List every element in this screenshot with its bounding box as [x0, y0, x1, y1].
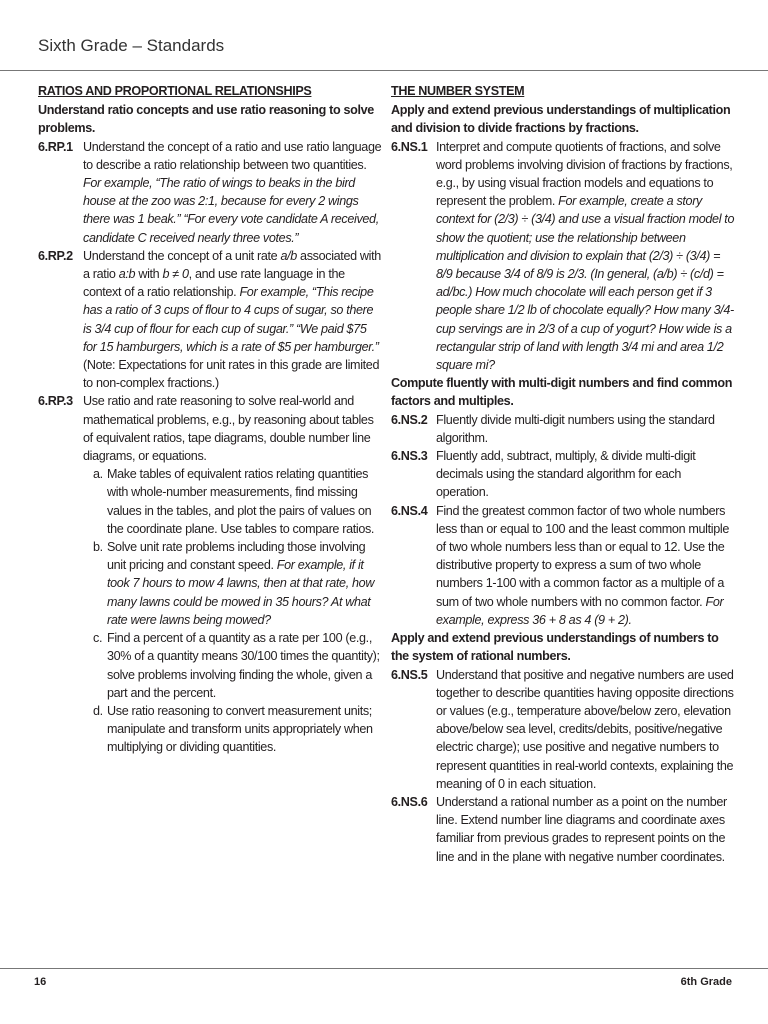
- standard-text: Understand the concept of a ratio and use ratio language to describe a ratio relationship between two quantities. For example, “The ratio of wings to beaks in the bird house at the zoo was 2:1, because for every 2 wings there was 1 beak.” “For every vote candidate A received, candidate C received nearly three votes.”: [83, 139, 382, 245]
- sub-label: d.: [93, 703, 103, 718]
- sub-standard-d: [93, 702, 382, 757]
- standard-6-rp-3: [38, 392, 382, 465]
- page-title: Sixth Grade – Standards: [38, 36, 225, 55]
- cluster-heading: Compute fluently with multi-digit numbers and find common factors and multiples.: [391, 376, 733, 409]
- standard-code: 6.NS.6: [391, 794, 428, 809]
- standard-code: 6.RP.3: [38, 394, 73, 409]
- standard-6-ns-4: [391, 502, 735, 629]
- ratios-section: [38, 82, 382, 757]
- standard-code: 6.NS.4: [391, 503, 428, 518]
- standard-code: 6.NS.1: [391, 139, 428, 154]
- standard-code: 6.NS.2: [391, 412, 428, 427]
- standard-code: 6.NS.5: [391, 667, 428, 682]
- standard-6-rp-1: [38, 138, 382, 247]
- standard-code: 6.RP.2: [38, 248, 73, 263]
- standard-text: Interpret and compute quotients of fractions, and solve word problems involving division of fractions by fractions, e.g., by using visual fraction models and equations to represent the problem. For example, create a story context for (2/3) ÷ (3/4) and use a visual fraction model to show the quotient; use the relationship between multiplication and division to explain that (2/3) ÷ (3/4) = 8/9 because 3/4 of 8/9 is 2/3. (In general, (a/b) ÷ (c/d) = ad/bc.) How much chocolate will each person get if 3 people share 1/2 lb of chocolate equally? How many 3/4-cup servings are in 2/3 of a cup of yogurt? How wide is a rectangular strip of land with length 3/4 mi and area 1/2 square mi?: [436, 139, 735, 373]
- sub-standard-c: [93, 629, 382, 702]
- standard-text: Find the greatest common factor of two whole numbers less than or equal to 100 and the least common multiple of two whole numbers less than or equal to 12. Use the distributive property to express a sum of two whole numbers 1-100 with a common factor as a multiple of a sum of two whole numbers with no common factor. For example, express 36 + 8 as 4 (9 + 2).: [436, 503, 729, 627]
- sub-text: Make tables of equivalent ratios relating quantities with whole-number measurements, find missing values in the tables, and plot the pairs of values on the coordinate plane. Use tables to compare ratios.: [107, 467, 375, 536]
- example-text: For example, express 36 + 8 as 4 (9 + 2).: [436, 594, 724, 627]
- standard-text: Understand a rational number as a point on the number line. Extend number line diagrams and coordinate axes familiar from previous grades to represent points on the line and in the plane with negative number coordinates.: [436, 794, 727, 864]
- cluster-heading: Apply and extend previous understandings of numbers to the system of rational numbers.: [391, 631, 719, 664]
- standard-6-ns-1: [391, 138, 735, 375]
- standard-text: Fluently add, subtract, multiply, & divide multi-digit decimals using the standard algorithm for each operation.: [436, 449, 696, 500]
- grade-label: 6th Grade: [680, 976, 732, 988]
- sub-label: a.: [93, 467, 103, 482]
- sub-label: b.: [93, 540, 103, 555]
- standard-6-ns-2: [391, 411, 735, 447]
- standard-code: 6.RP.1: [38, 139, 73, 154]
- sub-label: c.: [93, 631, 103, 646]
- cluster-heading: Understand ratio concepts and use ratio reasoning to solve problems.: [38, 103, 374, 136]
- section-heading-ratios: RATIOS AND PROPORTIONAL RELATIONSHIPS: [38, 84, 312, 98]
- note-text: (Note: Expectations for unit rates in this grade are limited to non-complex fractions.): [83, 358, 380, 391]
- sub-standard-list: [38, 465, 382, 756]
- standard-6-rp-2: [38, 247, 382, 393]
- section-heading-number-system: THE NUMBER SYSTEM: [391, 84, 525, 98]
- header-divider: [0, 70, 768, 71]
- example-text: For example, create a story context for (2/3) ÷ (3/4) and use a visual fraction model to show the quotient; use the relationship between multiplication and division to explain that (2/3) ÷ (3/4) = 8/9 because 3/4 of 8/9 is 2/3. (In general, (a/b) ÷ (c/d) = ad/bc.) How much chocolate will each person get if 3 people share 1/2 lb of chocolate equally? How many 3/4-cup servings are in 2/3 of a cup of yogurt? How wide is a rectangular strip of land with length 3/4 mi and area 1/2 square mi?: [436, 194, 735, 373]
- example-text: For example, “The ratio of wings to beaks in the bird house at the zoo was 2:1, because for every 2 wings there was 1 beak.” “For every vote candidate A received, candidate C received nearly three votes.”: [83, 176, 379, 245]
- standard-6-ns-6: [391, 793, 735, 866]
- example-text: For example, “This recipe has a ratio of 3 cups of flour to 4 cups of sugar, so there is 3/4 cup of flour for each cup of sugar.” “We paid $75 for 15 hamburgers, which is a rate of $5 per hamburger.”: [83, 285, 379, 354]
- standard-text: Use ratio and rate reasoning to solve real-world and mathematical problems, e.g., by reasoning about tables of equivalent ratios, tape diagrams, double number line diagrams, or equations.: [83, 394, 374, 464]
- standard-6-ns-5: [391, 666, 735, 793]
- footer-divider: [0, 968, 768, 969]
- sub-text: Find a percent of a quantity as a rate per 100 (e.g., 30% of a quantity means 30/100 times the quantity); solve problems involving finding the whole, given a part and the percent.: [107, 631, 380, 700]
- sub-text: Solve unit rate problems including those involving unit pricing and constant speed. For example, if it took 7 hours to mow 4 lawns, then at that rate, how many lawns could be mowed in 35 hours? At what rate were lawns being mowed?: [107, 540, 375, 627]
- sub-standard-a: [93, 465, 382, 538]
- standard-code: 6.NS.3: [391, 449, 428, 464]
- page-number: 16: [34, 976, 47, 988]
- number-system-section: [391, 82, 735, 866]
- standard-6-ns-3: [391, 447, 735, 502]
- standard-text: Fluently divide multi-digit numbers using the standard algorithm.: [436, 412, 715, 445]
- example-text: For example, if it took 7 hours to mow 4 lawns, then at that rate, how many lawns could be mowed in 35 hours? At what rate were lawns being mowed?: [107, 558, 375, 627]
- sub-text: Use ratio reasoning to convert measurement units; manipulate and transform units appropriately when multiplying or dividing quantities.: [107, 703, 373, 755]
- cluster-heading: Apply and extend previous understandings of multiplication and division to divide fractions by fractions.: [391, 103, 731, 136]
- standard-text: Understand the concept of a unit rate a/b associated with a ratio a:b with b ≠ 0, and use rate language in the context of a ratio relationship. For example, “This recipe has a ratio of 3 cups of flour to 4 cups of sugar, so there is 3/4 cup of flour for each cup of sugar.” “We paid $75 for 15 hamburgers, which is a rate of $5 per hamburger.” (Note: Expectations for unit rates in this grade are limited to non-complex fractions.): [83, 248, 381, 391]
- standard-text: Understand that positive and negative numbers are used together to describe quantities having opposite directions or values (e.g., temperature above/below zero, elevation above/below sea level, credits/debits, positive/negative electric charge); use positive and negative numbers to represent quantities in real-world contexts, explaining the meaning of 0 in each situation.: [436, 667, 734, 791]
- sub-standard-b: [93, 538, 382, 629]
